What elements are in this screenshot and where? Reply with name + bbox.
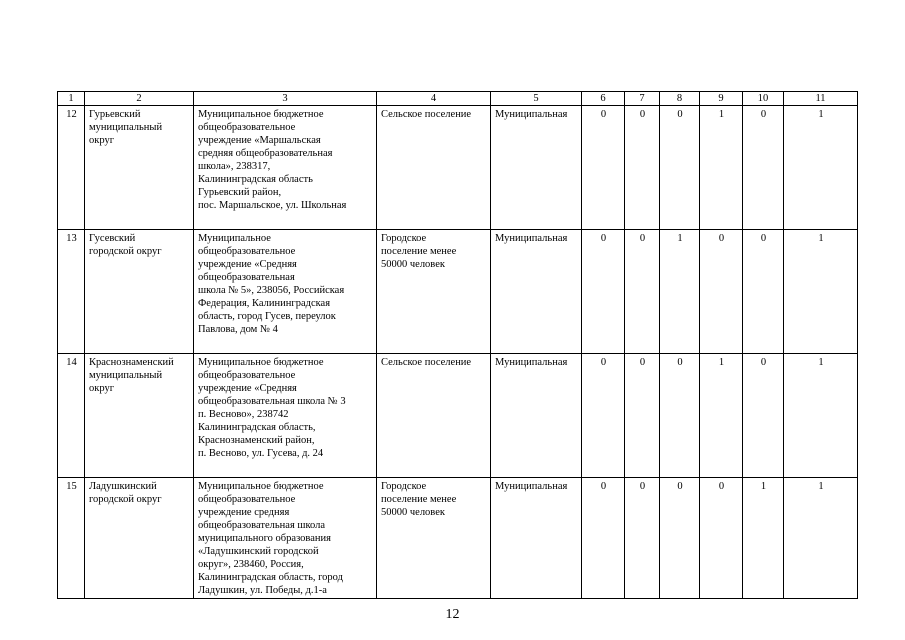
column-header-8: 8 xyxy=(660,92,700,106)
column-header-5: 5 xyxy=(491,92,582,106)
settlement-type: Городское поселение менее 50000 человек xyxy=(377,478,491,599)
district-name: Краснознаменский муниципальный округ xyxy=(85,354,194,478)
row-number: 12 xyxy=(58,106,85,230)
column-header-1: 1 xyxy=(58,92,85,106)
institution-details: Муниципальное общеобразовательное учреждение «Средняя общеобразовательная школа № 5», 238056, Российская Федерация, Калининградская область, город Гусев, переулок Павлова, дом № 4 xyxy=(194,230,377,354)
settlement-type: Сельское поселение xyxy=(377,354,491,478)
value-cell-9: 0 xyxy=(700,478,743,599)
value-cell-7: 0 xyxy=(625,106,660,230)
district-name: Ладушкинский городской округ xyxy=(85,478,194,599)
value-cell-7: 0 xyxy=(625,478,660,599)
institution-details: Муниципальное бюджетное общеобразовательное учреждение «Маршальская средняя общеобразовательная школа», 238317, Калининградская область Гурьевский район, пос. Маршальское, ул. Школьная xyxy=(194,106,377,230)
row-number: 13 xyxy=(58,230,85,354)
column-header-4: 4 xyxy=(377,92,491,106)
value-cell-10: 0 xyxy=(743,106,784,230)
district-name: Гурьевский муниципальный округ xyxy=(85,106,194,230)
registry-table xyxy=(57,91,858,599)
ownership-form: Муниципальная xyxy=(491,230,582,354)
value-cell-6: 0 xyxy=(582,230,625,354)
institution-details: Муниципальное бюджетное общеобразовательное учреждение «Средняя общеобразовательная школа № 3 п. Весново», 238742 Калининградская область, Краснознаменский район, п. Весново, ул. Гусева, д. 24 xyxy=(194,354,377,478)
value-cell-11: 1 xyxy=(784,230,858,354)
value-cell-10: 1 xyxy=(743,478,784,599)
row-number: 14 xyxy=(58,354,85,478)
value-cell-8: 0 xyxy=(660,354,700,478)
value-cell-8: 0 xyxy=(660,106,700,230)
settlement-type: Сельское поселение xyxy=(377,106,491,230)
value-cell-11: 1 xyxy=(784,478,858,599)
settlement-type: Городское поселение менее 50000 человек xyxy=(377,230,491,354)
page-number: 12 xyxy=(445,607,460,622)
institution-details: Муниципальное бюджетное общеобразовательное учреждение средняя общеобразовательная школа муниципального образования «Ладушкинский городской округ», 238460, Россия, Калининградская область, город Ладушкин, ул. Победы, д.1-а xyxy=(194,478,377,599)
value-cell-6: 0 xyxy=(582,478,625,599)
value-cell-9: 0 xyxy=(700,230,743,354)
value-cell-6: 0 xyxy=(582,354,625,478)
ownership-form: Муниципальная xyxy=(491,478,582,599)
value-cell-11: 1 xyxy=(784,354,858,478)
header-row xyxy=(58,92,858,106)
value-cell-10: 0 xyxy=(743,230,784,354)
value-cell-6: 0 xyxy=(582,106,625,230)
column-header-9: 9 xyxy=(700,92,743,106)
column-header-10: 10 xyxy=(743,92,784,106)
district-name: Гусевский городской округ xyxy=(85,230,194,354)
column-header-6: 6 xyxy=(582,92,625,106)
value-cell-7: 0 xyxy=(625,354,660,478)
value-cell-7: 0 xyxy=(625,230,660,354)
column-header-7: 7 xyxy=(625,92,660,106)
value-cell-8: 0 xyxy=(660,478,700,599)
table-row xyxy=(58,478,858,599)
row-number: 15 xyxy=(58,478,85,599)
table-row xyxy=(58,106,858,230)
ownership-form: Муниципальная xyxy=(491,106,582,230)
ownership-form: Муниципальная xyxy=(491,354,582,478)
value-cell-8: 1 xyxy=(660,230,700,354)
table-row xyxy=(58,230,858,354)
column-header-2: 2 xyxy=(85,92,194,106)
value-cell-11: 1 xyxy=(784,106,858,230)
column-header-3: 3 xyxy=(194,92,377,106)
value-cell-9: 1 xyxy=(700,354,743,478)
table-row xyxy=(58,354,858,478)
value-cell-9: 1 xyxy=(700,106,743,230)
column-header-11: 11 xyxy=(784,92,858,106)
value-cell-10: 0 xyxy=(743,354,784,478)
